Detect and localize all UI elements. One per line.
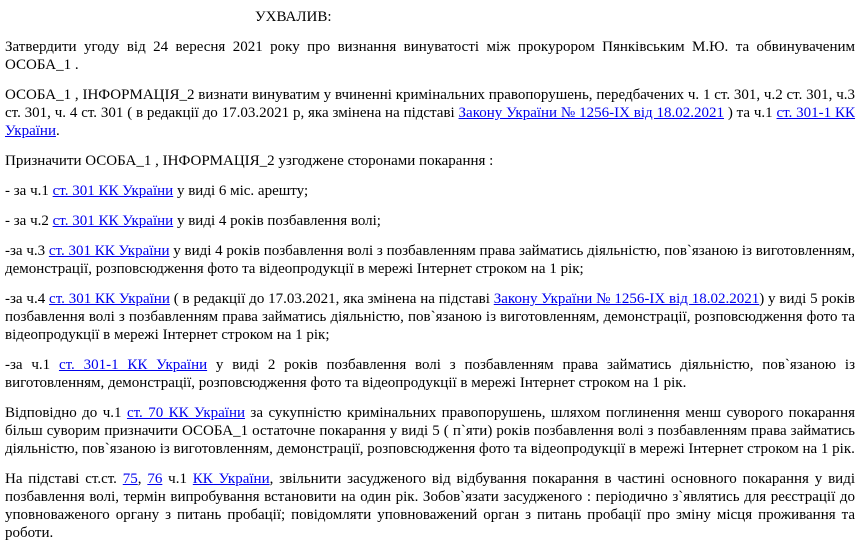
paragraph-text: за сукупністю кримінальних правопорушень, шляхом поглинення менш суворого покарання більш суворим призначити ОСОБА_1 остаточне покарання у виді 5 ( п`яти) років позбавлення волі з позбавленням права займатись діяльністю, пов`язаною із виготовленням, демонстрації, розповсюдження фото та відеопродукції в мережі Інтернет строком на 1 рік. <box>5 405 855 457</box>
legal-reference-link[interactable]: ст. 301-1 КК України <box>5 105 856 139</box>
legal-reference-link[interactable]: Закону України № 1256-ІХ від 18.02.2021 <box>493 291 760 307</box>
paragraph <box>5 152 855 170</box>
paragraph-text: . <box>55 123 60 139</box>
paragraph <box>5 212 855 230</box>
paragraph-text: у виді 4 років позбавлення волі з позбавленням права займатись діяльністю, пов`язаною із виготовленням, демонстрації, розповсюдження фото та відеопродукції в мережі Інтернет строком на 1 рік; <box>5 243 855 277</box>
paragraph-text: -за ч.4 <box>5 291 50 307</box>
legal-reference-link[interactable]: ст. 301 КК України <box>52 213 174 229</box>
paragraph-text: ) у виді 5 років позбавлення волі з позбавленням права займатись діяльністю, пов`язаною із виготовленням, демонстрації, розповсюдження фото та відеопродукції в мережі Інтернет строком на 1 рік; <box>5 291 855 343</box>
legal-reference-link[interactable]: ст. 301 КК України <box>49 291 170 307</box>
paragraph <box>5 242 855 278</box>
paragraph <box>5 404 855 458</box>
paragraph-text: Затвердити угоду від 24 вересня 2021 року про визнання винуватості між прокурором Пянківським М.Ю. та обвинуваченим ОСОБА_1 . <box>5 39 855 73</box>
paragraph-text: ) та ч.1 <box>724 105 777 121</box>
paragraph <box>5 470 855 542</box>
paragraph <box>5 38 855 74</box>
paragraph-text: ч.1 <box>162 471 193 487</box>
paragraph-text: -за ч.1 <box>5 357 59 373</box>
legal-reference-link[interactable]: КК України <box>192 471 270 487</box>
paragraph-text: -за ч.3 <box>5 243 49 259</box>
decision-heading: УХВАЛИВ: <box>255 9 332 25</box>
paragraph-text: Відповідно до ч.1 <box>5 405 127 421</box>
paragraph-text: ( в редакції до 17.03.2021, яка змінена на підставі <box>169 291 494 307</box>
paragraph-text: , звільнити засудженого від відбування покарання в частині основного покарання у виді позбавлення волі, термін випробування встановити на один рік. Зобов`язати засудженого : періодично з`являтись для реєстрації до уповноваженого органу з питань пробації; повідомляти уповноважений орган з питань пробації про зміну місця проживання та роботи. <box>5 471 856 541</box>
paragraph-text: На підставі ст.ст. <box>5 471 123 487</box>
paragraph-text: ОСОБА_1 , ІНФОРМАЦІЯ_2 визнати винуватим у вчиненні кримінальних правопорушень, передбачених ч. 1 ст. 301, ч.2 ст. 301, ч.3 ст. 301, ч. 4 ст. 301 ( в редакції до 17.03.2021 р, яка змінена на підставі <box>5 87 855 121</box>
paragraph <box>5 290 855 344</box>
paragraph-text: Призначити ОСОБА_1 , ІНФОРМАЦІЯ_2 узгоджене сторонами покарання : <box>5 153 494 169</box>
legal-reference-link[interactable]: ст. 301 КК України <box>52 183 174 199</box>
legal-reference-link[interactable]: ст. 301-1 КК України <box>58 357 208 373</box>
paragraph <box>5 356 855 392</box>
paragraph-text: у виді 6 міс. арешту; <box>173 183 309 199</box>
legal-reference-link[interactable]: 75 <box>122 471 138 487</box>
paragraph-text: у виді 4 років позбавлення волі; <box>173 213 381 229</box>
paragraph-text: - за ч.2 <box>5 213 53 229</box>
document-body <box>5 38 855 542</box>
paragraph <box>5 182 855 200</box>
legal-reference-link[interactable]: ст. 70 КК України <box>126 405 246 421</box>
legal-reference-link[interactable]: Закону України № 1256-ІХ від 18.02.2021 <box>458 105 724 121</box>
paragraph-text: у виді 2 років позбавлення волі з позбавленням права займатись діяльністю, пов`язаною із виготовленням, демонстрації, розповсюдження фото та відеопродукції в мережі Інтернет строком на 1 рік. <box>5 357 855 391</box>
legal-reference-link[interactable]: 76 <box>147 471 163 487</box>
paragraph-text: , <box>137 471 148 487</box>
legal-reference-link[interactable]: ст. 301 КК України <box>48 243 170 259</box>
paragraph <box>5 86 855 140</box>
paragraph-text: - за ч.1 <box>5 183 53 199</box>
